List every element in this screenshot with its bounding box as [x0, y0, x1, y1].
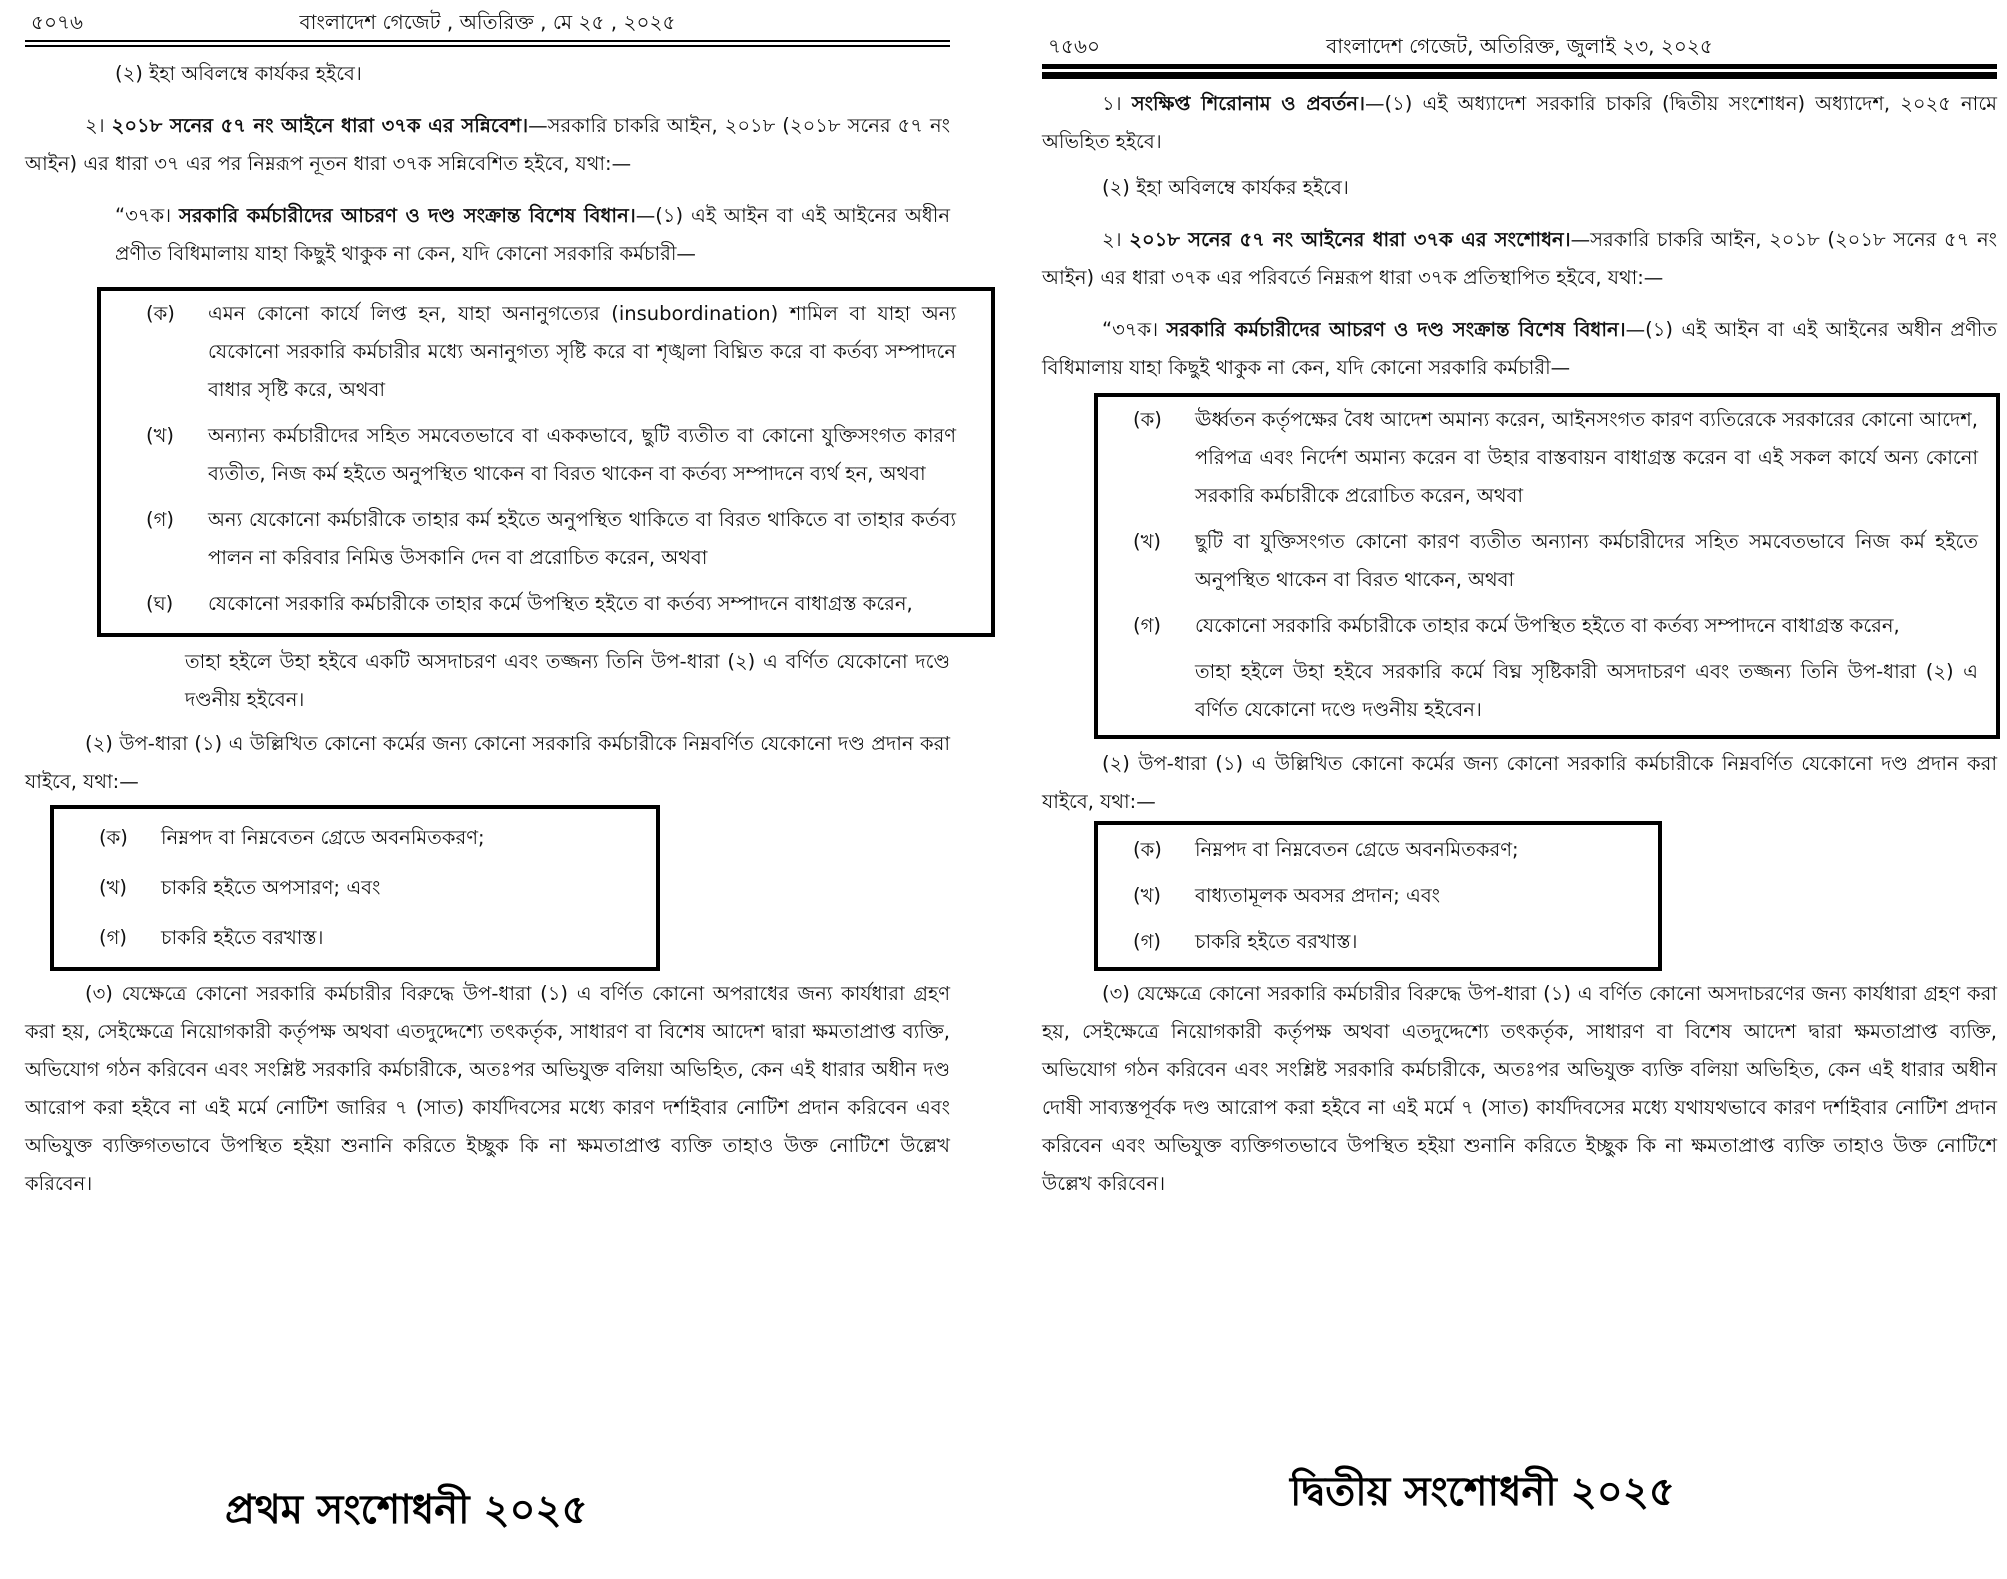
section-37k-paragraph [25, 197, 950, 273]
offence-item [146, 501, 956, 577]
item-label: (গ) [1133, 614, 1161, 637]
item-text: অন্য যেকোনো কর্মচারীকে তাহার কর্ম হইতে অনুপস্থিত থাকিতে বা বিরত থাকিতে বা তাহার কর্তব্য পালন না করিবার নিমিত্ত উসকানি দেন বা প্ররোচিত করেন, অথবা [208, 508, 956, 569]
header-title: বাংলাদেশ গেজেট , অতিরিক্ত , মে ২৫ , ২০২৫ [299, 10, 676, 34]
item-label: (গ) [146, 508, 174, 531]
effect-paragraph: (২) ইহা অবিলম্বে কার্যকর হইবে। [1102, 176, 1349, 199]
section-37k-body: —(১) এই আইন বা এই আইনের অধীন প্রণীত বিধিমালায় যাহা কিছুই থাকুক না কেন, যদি কোনো সরকারি কর্মচারী— [1042, 318, 1997, 379]
consequence-paragraph: তাহা হইলে উহা হইবে একটি অসদাচরণ এবং তজ্জন্য তিনি উপ-ধারা (২) এ বর্ণিত যেকোনো দণ্ডে দণ্ডনীয় হইবেন। [185, 650, 950, 711]
section-37k-heading: সরকারি কর্মচারীদের আচরণ ও দণ্ড সংক্রান্ত বিশেষ বিধান। [1166, 318, 1626, 341]
offence-item [146, 585, 956, 623]
item-label: (ক) [1133, 838, 1162, 861]
item-label: (ক) [99, 826, 128, 849]
item-text: যেকোনো সরকারি কর্মচারীকে তাহার কর্মে উপস্থিত হইতে বা কর্তব্য সম্পাদনে বাধাগ্রস্ত করেন, [208, 592, 913, 615]
penalties-box [50, 805, 660, 971]
item-label: (খ) [1133, 530, 1162, 553]
header-rule [25, 40, 950, 47]
subsection-3-paragraph: (৩) যেক্ষেত্রে কোনো সরকারি কর্মচারীর বিরুদ্ধে উপ-ধারা (১) এ বর্ণিত কোনো অসদাচরণের জন্য কার্যধারা গ্রহণ করা হয়, সেইক্ষেত্রে নিয়োগকারী কর্তৃপক্ষ অথবা এতদুদ্দেশ্যে তৎকর্তৃক, সাধারণ বা বিশেষ আদেশ দ্বারা ক্ষমতাপ্রাপ্ত ব্যক্তি, অভিযোগ গঠন করিবেন এবং সংশ্লিষ্ট সরকারি কর্মচারীকে, অতঃপর অভিযুক্ত ব্যক্তি বলিয়া অভিহিত, কেন এই ধারার অধীন দোষী সাব্যস্তপূর্বক দণ্ড আরোপ করা হইবে না এই মর্মে ৭ (সাত) কার্যদিবসের মধ্যে যথাযথভাবে কারণ দর্শাইবার নোটিশ প্রদান করিবেন এবং অভিযুক্ত ব্যক্তিগতভাবে উপস্থিত হইয়া শুনানি করিতে ইচ্ছুক কি না ক্ষমতাপ্রাপ্ত ব্যক্তি তাহাও উক্ত নোটিশে উল্লেখ করিবেন। [1042, 982, 1997, 1195]
item-text: যেকোনো সরকারি কর্মচারীকে তাহার কর্মে উপস্থিত হইতে বা কর্তব্য সম্পাদনে বাধাগ্রস্ত করেন, [1195, 614, 1900, 637]
section-1-body: —(১) এই অধ্যাদেশ সরকারি চাকরি (দ্বিতীয় সংশোধন) অধ্যাদেশ, ২০২৫ নামে অভিহিত হইবে। [1042, 92, 1997, 153]
item-text: ঊর্ধ্বতন কর্তৃপক্ষের বৈধ আদেশ অমান্য করেন, আইনসংগত কারণ ব্যতিরেকে সরকারের কোনো আদেশ, পরিপত্র এবং নির্দেশ অমান্য করেন বা উহার বাস্তবায়ন বাধাগ্রস্ত করেন বা এই সকল কার্যে অন্য কোনো সরকারি কর্মচারীকে প্ররোচিত করেন, অথবা [1195, 408, 1978, 507]
item-label: (খ) [1133, 884, 1162, 907]
section-2-heading: ২০১৮ সনের ৫৭ নং আইনে ধারা ৩৭ক এর সন্নিবেশ। [111, 114, 529, 137]
section-1-number: ১। [1102, 92, 1122, 115]
section-1-heading: সংক্ষিপ্ত শিরোনাম ও প্রবর্তন। [1131, 92, 1366, 115]
item-text: অন্যান্য কর্মচারীদের সহিত সমবেতভাবে বা এককভাবে, ছুটি ব্যতীত বা কোনো যুক্তিসংগত কারণ ব্যতীত, নিজ কর্ম হইতে অনুপস্থিত থাকেন বা বিরত থাকেন বা কর্তব্য সম্পাদনে ব্যর্থ হন, অথবা [208, 424, 956, 485]
penalty-item [1133, 919, 1648, 965]
item-text: বাধ্যতামূলক অবসর প্রদান; এবং [1195, 884, 1441, 907]
page-number: ৫০৭৬ [31, 10, 83, 34]
left-gazette-page [25, 0, 956, 1203]
section-1-paragraph [1042, 85, 1997, 161]
offences-box [1094, 393, 2000, 739]
item-text: ছুটি বা যুক্তিসংগত কোনো কারণ ব্যতীত অন্যান্য কর্মচারীদের সহিত সমবেতভাবে নিজ কর্ম হইতে অনুপস্থিত থাকেন বা বিরত থাকেন, অথবা [1195, 530, 1978, 591]
item-text: নিম্নপদ বা নিম্নবেতন গ্রেডে অবনমিতকরণ; [161, 826, 485, 849]
offence-item [1133, 523, 1978, 599]
page-header [25, 0, 950, 40]
consequence-paragraph: তাহা হইলে উহা হইবে সরকারি কর্মে বিঘ্ন সৃষ্টিকারী অসদাচরণ এবং তজ্জন্য তিনি উপ-ধারা (২) এ বর্ণিত যেকোনো দণ্ডে দণ্ডনীয় হইবেন। [1195, 660, 1978, 721]
offence-item [1133, 607, 1978, 645]
item-text: নিম্নপদ বা নিম্নবেতন গ্রেডে অবনমিতকরণ; [1195, 838, 1519, 861]
item-text: চাকরি হইতে অপসারণ; এবং [161, 876, 381, 899]
section-2-paragraph [1042, 221, 1997, 297]
item-label: (খ) [99, 876, 128, 899]
section-37k-number: “৩৭ক। [115, 204, 172, 227]
section-2-body: —সরকারি চাকরি আইন, ২০১৮ (২০১৮ সনের ৫৭ নং আইন) এর ধারা ৩৭ক এর পরিবর্তে নিম্নরূপ ধারা ৩৭ক প্রতিস্থাপিত হইবে, যথা:— [1042, 228, 1997, 289]
item-label: (ক) [1133, 408, 1162, 431]
second-amendment-caption: দ্বিতীয় সংশোধনী ২০২৫ [1290, 1469, 1675, 1515]
item-label: (ক) [146, 302, 175, 325]
section-37k-heading: সরকারি কর্মচারীদের আচরণ ও দণ্ড সংক্রান্ত বিশেষ বিধান। [179, 204, 636, 227]
section-37k-paragraph [1042, 311, 1997, 387]
item-text: চাকরি হইতে বরখাস্ত। [161, 926, 324, 949]
header-title: বাংলাদেশ গেজেট, অতিরিক্ত, জুলাই ২৩, ২০২৫ [1326, 34, 1713, 58]
section-2-paragraph [25, 107, 950, 183]
offence-item [146, 295, 956, 409]
penalty-item [99, 913, 646, 963]
effect-paragraph: (২) ইহা অবিলম্বে কার্যকর হইবে। [115, 62, 362, 85]
penalty-item [1133, 873, 1648, 919]
offences-box [97, 287, 995, 637]
section-2-number: ২। [85, 114, 105, 137]
section-2-number: ২। [1102, 228, 1122, 251]
penalties-box [1094, 821, 1662, 971]
page-header [1042, 24, 1997, 64]
section-37k-number: “৩৭ক। [1102, 318, 1159, 341]
item-label: (ঘ) [146, 592, 174, 615]
subsection-2-paragraph: (২) উপ-ধারা (১) এ উল্লিখিত কোনো কর্মের জন্য কোনো সরকারি কর্মচারীকে নিম্নবর্ণিত যেকোনো দণ্ড প্রদান করা যাইবে, যথা:— [1042, 752, 1997, 813]
first-amendment-caption: প্রথম সংশোধনী ২০২৫ [225, 1487, 588, 1533]
penalty-item [99, 863, 646, 913]
item-label: (খ) [146, 424, 175, 447]
right-gazette-page [1042, 24, 1997, 1203]
section-37k-body: —(১) এই আইন বা এই আইনের অধীন প্রণীত বিধিমালায় যাহা কিছুই থাকুক না কেন, যদি কোনো সরকারি কর্মচারী— [115, 204, 950, 265]
item-label: (গ) [99, 926, 127, 949]
page-number: ৭৫৬০ [1048, 34, 1100, 58]
header-rule [1042, 64, 1997, 79]
offence-item [1133, 401, 1978, 515]
section-2-body: —সরকারি চাকরি আইন, ২০১৮ (২০১৮ সনের ৫৭ নং আইন) এর ধারা ৩৭ এর পর নিম্নরূপ নূতন ধারা ৩৭ক সন্নিবেশিত হইবে, যথা:— [25, 114, 950, 175]
section-2-heading: ২০১৮ সনের ৫৭ নং আইনের ধারা ৩৭ক এর সংশোধন। [1129, 228, 1571, 251]
subsection-2-paragraph: (২) উপ-ধারা (১) এ উল্লিখিত কোনো কর্মের জন্য কোনো সরকারি কর্মচারীকে নিম্নবর্ণিত যেকোনো দণ্ড প্রদান করা যাইবে, যথা:— [25, 732, 950, 793]
offence-item [146, 417, 956, 493]
item-label: (গ) [1133, 930, 1161, 953]
subsection-3-paragraph: (৩) যেক্ষেত্রে কোনো সরকারি কর্মচারীর বিরুদ্ধে উপ-ধারা (১) এ বর্ণিত কোনো অপরাধের জন্য কার্যধারা গ্রহণ করা হয়, সেইক্ষেত্রে নিয়োগকারী কর্তৃপক্ষ অথবা এতদুদ্দেশ্যে তৎকর্তৃক, সাধারণ বা বিশেষ আদেশ দ্বারা ক্ষমতাপ্রাপ্ত ব্যক্তি, অভিযোগ গঠন করিবেন এবং সংশ্লিষ্ট সরকারি কর্মচারীকে, অতঃপর অভিযুক্ত বলিয়া অভিহিত, কেন এই ধারার অধীন দণ্ড আরোপ করা হইবে না এই মর্মে নোটিশ জারির ৭ (সাত) কার্যদিবসের মধ্যে কারণ দর্শাইবার নোটিশ প্রদান করিবেন এবং অভিযুক্ত ব্যক্তিগতভাবে উপস্থিত হইয়া শুনানি করিতে ইচ্ছুক কি না ক্ষমতাপ্রাপ্ত ব্যক্তি তাহাও উক্ত নোটিশে উল্লেখ করিবেন। [25, 982, 950, 1195]
item-text: চাকরি হইতে বরখাস্ত। [1195, 930, 1358, 953]
penalty-item [1133, 827, 1648, 873]
item-text: এমন কোনো কার্যে লিপ্ত হন, যাহা অনানুগত্যের (insubordination) শামিল বা যাহা অন্য যেকোনো সরকারি কর্মচারীর মধ্যে অনানুগত্য সৃষ্টি করে বা শৃঙ্খলা বিঘ্নিত করে বা কর্তব্য সম্পাদনে বাধার সৃষ্টি করে, অথবা [208, 302, 956, 401]
penalty-item [99, 813, 646, 863]
